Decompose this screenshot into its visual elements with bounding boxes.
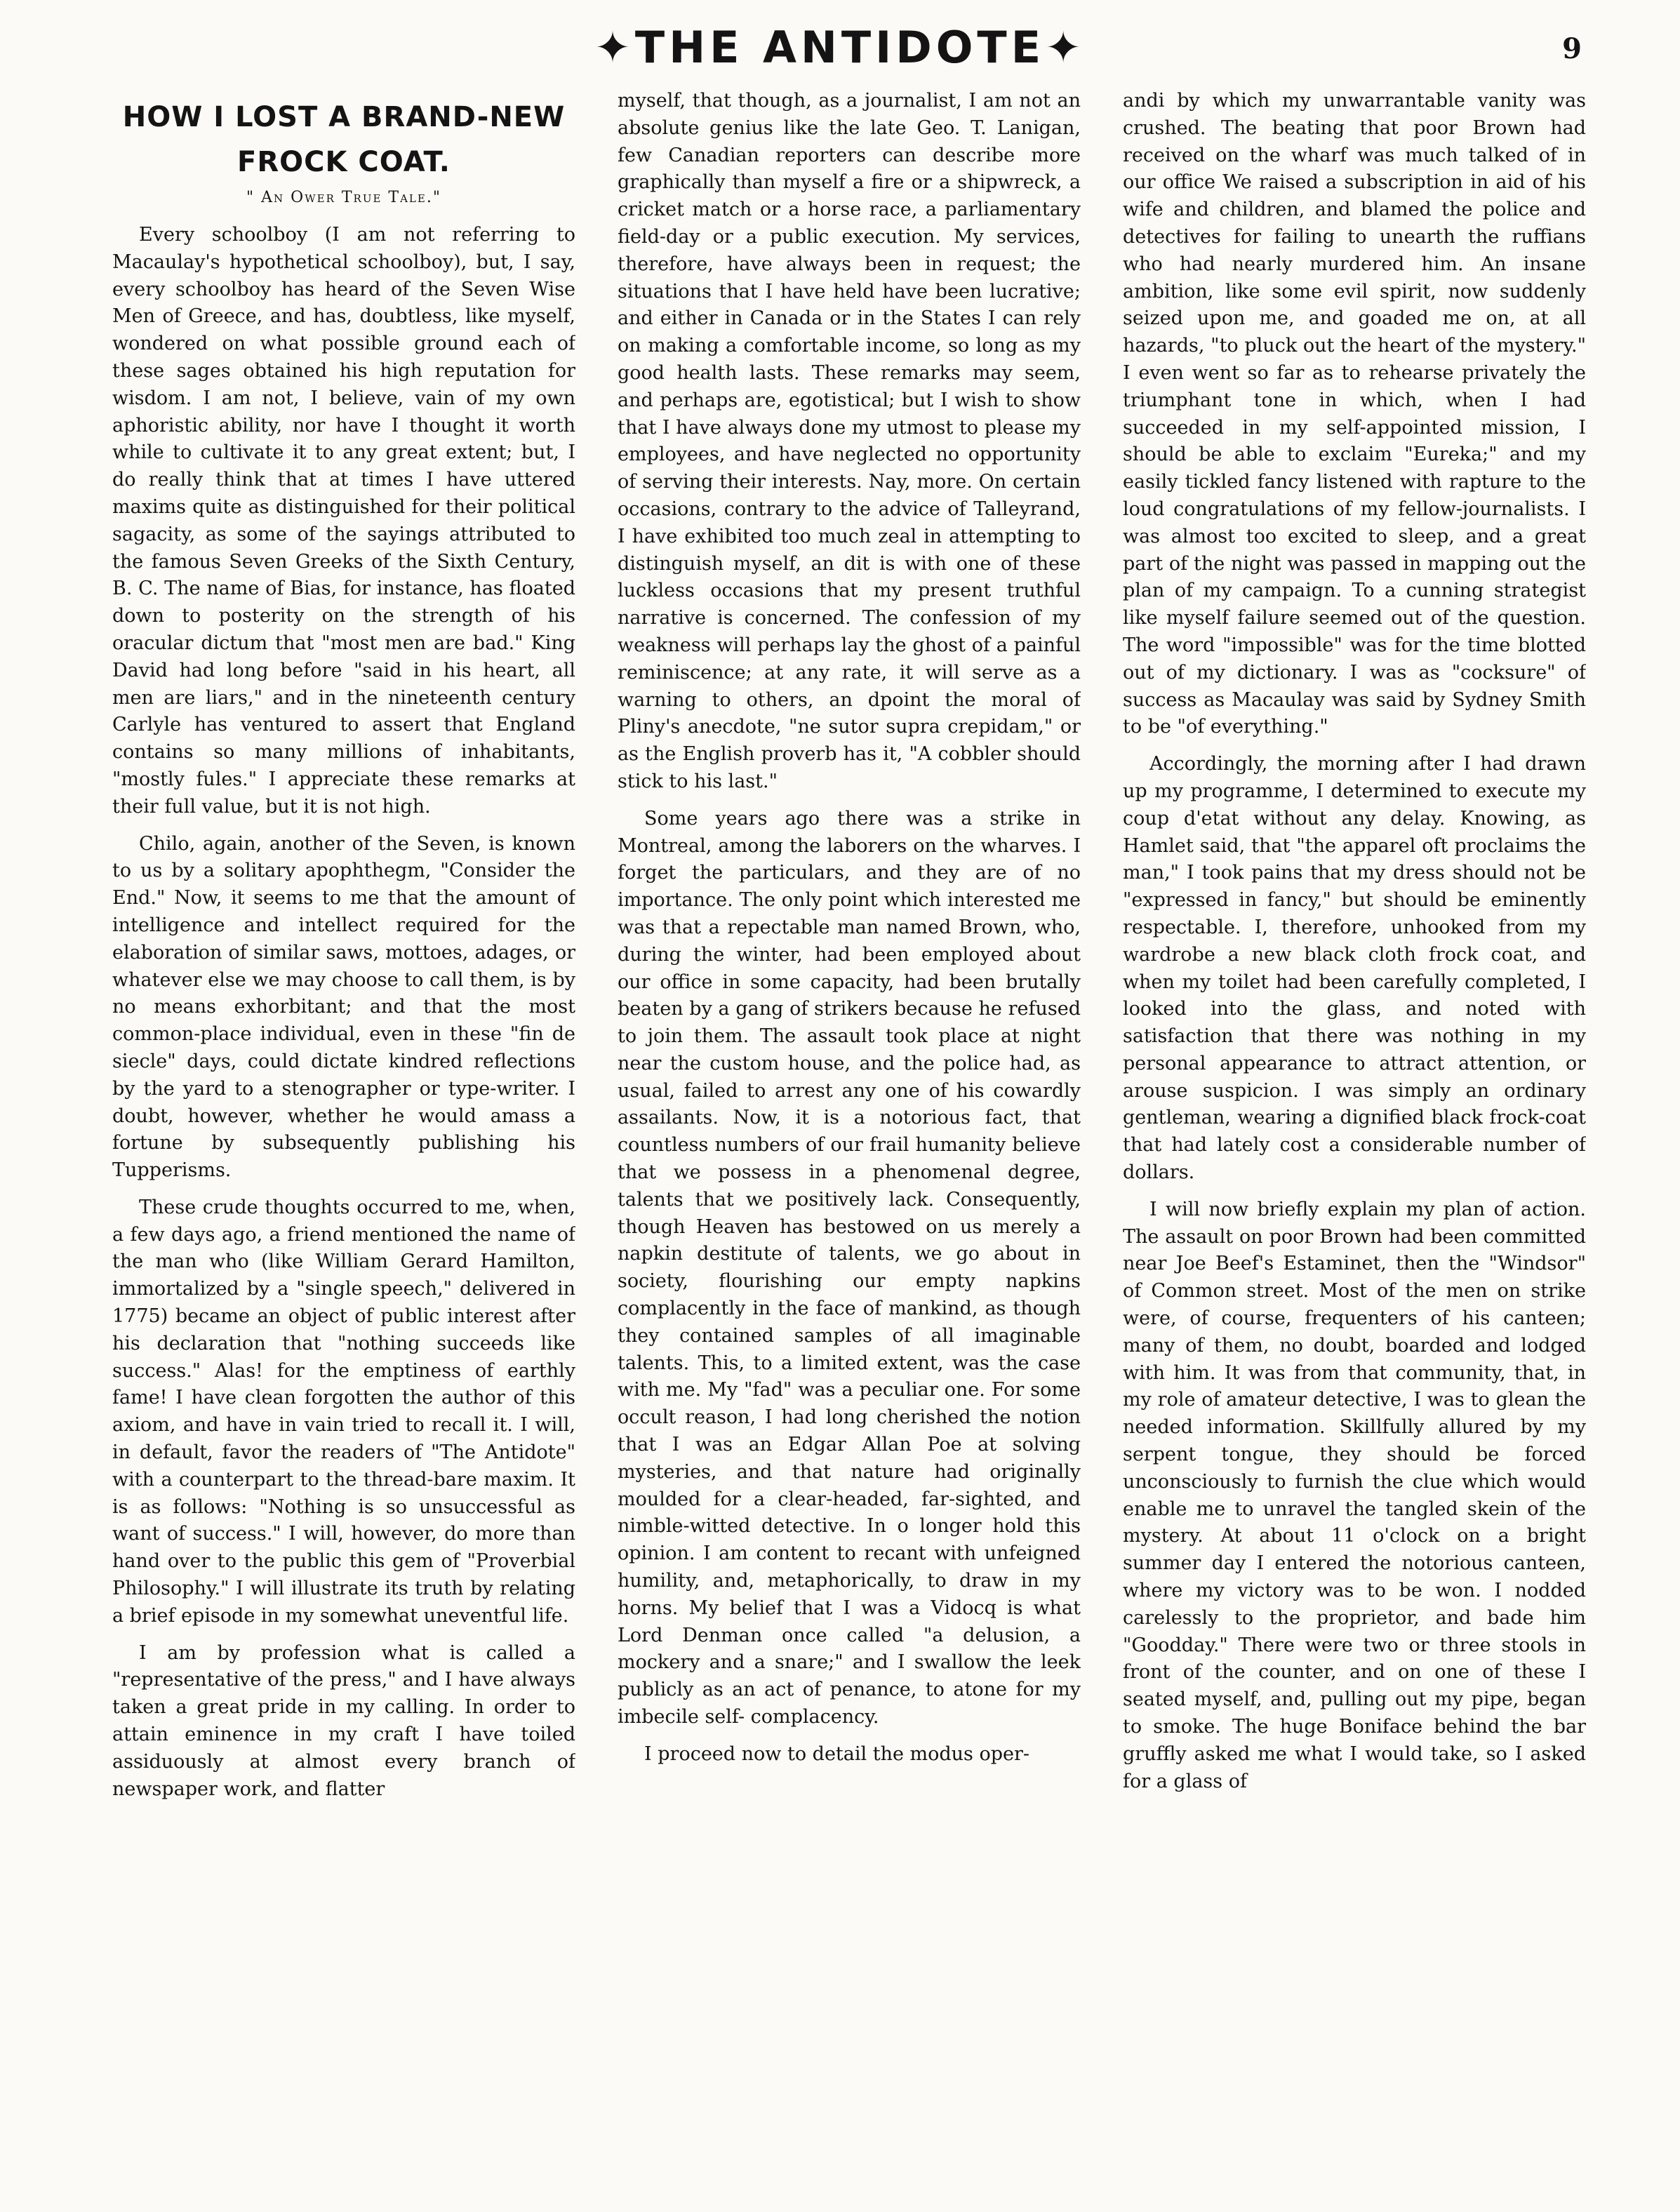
paragraph: Some years ago there was a strike in Montreal, among the laborers on the wharves. I forget the particulars, and they are of no importance. The only point which interested me was that a repectable man named Brown, who, during the winter, had been employed about our office in some capacity, had been brutally beaten by a gang of strikers because he refused to join them. The assault took place at night near the custom house, and the police had, as usual, failed to arrest any one of his cowardly assailants. Now, it is a notorious fact, that countless numbers of our frail humanity believe that we possess in a phenomenal degree, talents that we positively lack. Consequently, though Heaven has bestowed on us merely a napkin destitute of talents, we go about in society, flourishing our empty napkins complacently in the face of mankind, as though they contained samples of all imaginable talents. This, to a limited extent, was the case with me. My "fad" was a peculiar one. For some occult reason, I had long cherished the notion that I was an Edgar Allan Poe at solving mysteries, and that nature had originally moulded for a clear-headed, far-sighted, and nimble-witted detective. In o longer hold this opinion. I am content to recant with unfeigned humility, and, metaphorically, to draw in my horns. My belief that I was a Vidocq is what Lord Denman once called "a delusion, a mockery and a snare;" and I swallow the leek publicly as an act of penance, to atone for my imbecile self- complacency. xyxy=(618,807,1081,1728)
publication-title: ✦THE ANTIDOTE✦ xyxy=(594,22,1086,73)
article-columns xyxy=(112,88,1586,2193)
paragraph: Accordingly, the morning after I had drawn up my programme, I determined to execute my coup d'etat without any delay. Knowing, as Hamlet said, that "the apparel oft proclaims the man," I took pains that my dress should not be "expressed in fancy," but should be eminently respectable. I, therefore, unhooked from my wardrobe a new black cloth frock coat, and when my toilet had been carefully completed, I looked into the glass, and noted with satisfaction that there was nothing in my personal appearance to attract attention, or arouse suspicion. I was simply an ordinary gentleman, wearing a dignified black frock-coat that had lately cost a considerable number of dollars. xyxy=(1123,753,1586,1184)
paragraph: I proceed now to detail the modus oper- xyxy=(644,1743,1030,1765)
article-title-line-1: HOW I LOST A BRAND-NEW xyxy=(122,101,566,133)
paragraph: myself, that though, as a journalist, I am not an absolute genius like the late Geo. T. Lanigan, few Canadian reporters can describe more graphically than myself a fire or a shipwreck, a cricket match or a horse race, a parliamentary field-day or a public execution. My services, therefore, have always been in request; the situations that I have held have been lucrative; and either in Canada or in the States I can rely on making a comfortable income, so long as my good health lasts. These remarks may seem, and perhaps are, egotistical; but I wish to show that I have always done my utmost to please my employees, and have neglected no opportunity of serving their interests. Nay, more. On certain occasions, contrary to the advice of Talleyrand, I have exhibited too much zeal in attempting to distinguish myself, an dit is with one of these luckless occasions that my present truthful narrative is concerned. The confession of my weakness will perhaps lay the ghost of a painful reminiscence; at any rate, it will serve as a warning to others, an dpoint the moral of Pliny's anecdote, "ne sutor supra crepidam," or as the English proverb has it, "A cobbler should stick to his last." xyxy=(618,90,1081,792)
paragraph: I am by profession what is called a "representative of the press," and I have always taken a great pride in my calling. In order to attain eminence in my craft I have toiled assiduously at almost every branch of newspaper work, and flatter xyxy=(112,1641,575,1800)
paragraph: andi by which my unwarrantable vanity was crushed. The beating that poor Brown had received on the wharf was much talked of in our office We raised a subscription in aid of his wife and children, and blamed the police and detectives for failing to unearth the ruffians who had nearly murdered him. An insane ambition, like some evil spirit, now suddenly seized upon me, and goaded me on, at all hazards, "to pluck out the heart of the mystery." I even went so far as to rehearse privately the triumphant tone in which, when I had succeeded in my self-appointed mission, I should be able to exclaim "Eureka;" and my easily tickled fancy listened with rapture to the loud congratulations of my fellow-journalists. I was almost too excited to sleep, and a great part of the night was passed in mapping out the plan of my campaign. To a cunning strategist like myself failure seemed out of the question. The word "impossible" was for the time blotted out of my dictionary. I was as "cocksure" of success as Macaulay was said by Sydney Smith to be "of everything." xyxy=(1123,90,1586,738)
column-1 xyxy=(112,88,575,2193)
masthead xyxy=(0,20,1680,76)
column-2 xyxy=(618,88,1081,2193)
article-title xyxy=(112,95,575,185)
paragraph: These crude thoughts occurred to me, when, a few days ago, a friend mentioned the name of the man who (like William Gerard Hamilton, immortalized by a "single speech," delivered in 1775) became an object of public interest after his declaration that "nothing succeeds like success." Alas! for the emptiness of earthly fame! I have clean forgotten the author of this axiom, and have in vain tried to recall it. I will, in default, favor the readers of "The Antidote" with a counterpart to the thread-bare maxim. It is as follows: "Nothing is so unsuccessful as want of success." I will, however, do more than hand over to the public this gem of "Proverbial Philosophy." I will illustrate its truth by relating a brief episode in my somewhat uneventful life. xyxy=(112,1196,575,1627)
article-subtitle: " An Ower True Tale." xyxy=(246,189,441,206)
paragraph: Every schoolboy (I am not referring to Macaulay's hypothetical schoolboy), but, I say, every schoolboy has heard of the Seven Wise Men of Greece, and has, doubtless, like myself, wondered on what possible ground each of these sages obtained his high reputation for wisdom. I am not, I believe, vain of my own aphoristic ability, nor have I thought it worth while to cultivate it to any great extent; but, I do really think that at times I have uttered maxims quite as distinguished for their political sagacity, as some of the sayings attributed to the famous Seven Greeks of the Sixth Century, B. C. The name of Bias, for instance, has floated down to posterity on the strength of his oracular dictum that "most men are bad." King David had long before "said in his heart, all men are liars," and in the nineteenth century Carlyle has ventured to assert that England contains so many millions of inhabitants, "mostly fules." I appreciate these remarks at their full value, but it is not high. xyxy=(112,224,575,818)
column-3 xyxy=(1123,88,1586,2193)
article-title-line-2: FROCK COAT. xyxy=(237,146,451,178)
page-number: 9 xyxy=(1562,32,1582,65)
paragraph: I will now briefly explain my plan of action. The assault on poor Brown had been committed near Joe Beef's Estaminet, then the "Windsor" of Common street. Most of the men on strike were, of course, frequenters of his canteen; many of them, no doubt, boarded and lodged with him. It was from that community, that, in my role of amateur detective, I was to glean the needed information. Skillfully allured by my serpent tongue, they should be forced unconsciously to furnish the clue which would enable me to unravel the tangled skein of the mystery. At about 11 o'clock on a bright summer day I entered the notorious canteen, where my victory was to be won. I nodded carelessly to the proprietor, and bade him "Goodday." There were two or three stools in front of the counter, and on one of these I seated myself, and, pulling out my pipe, began to smoke. The huge Boniface behind the bar gruffly asked me what I would take, so I asked for a glass of xyxy=(1123,1198,1586,1792)
paragraph: Chilo, again, another of the Seven, is known to us by a solitary apophthegm, "Consider the End." Now, it seems to me that the amount of intelligence and intellect required for the elaboration of similar saws, mottoes, adages, or whatever else we may choose to call them, is by no means exhorbitant; and that the most common-place individual, even in these "fin de siecle" days, could dictate kindred reflections by the yard to a stenographer or type-writer. I doubt, however, whether he would amass a fortune by subsequently publishing his Tupperisms. xyxy=(112,832,575,1182)
